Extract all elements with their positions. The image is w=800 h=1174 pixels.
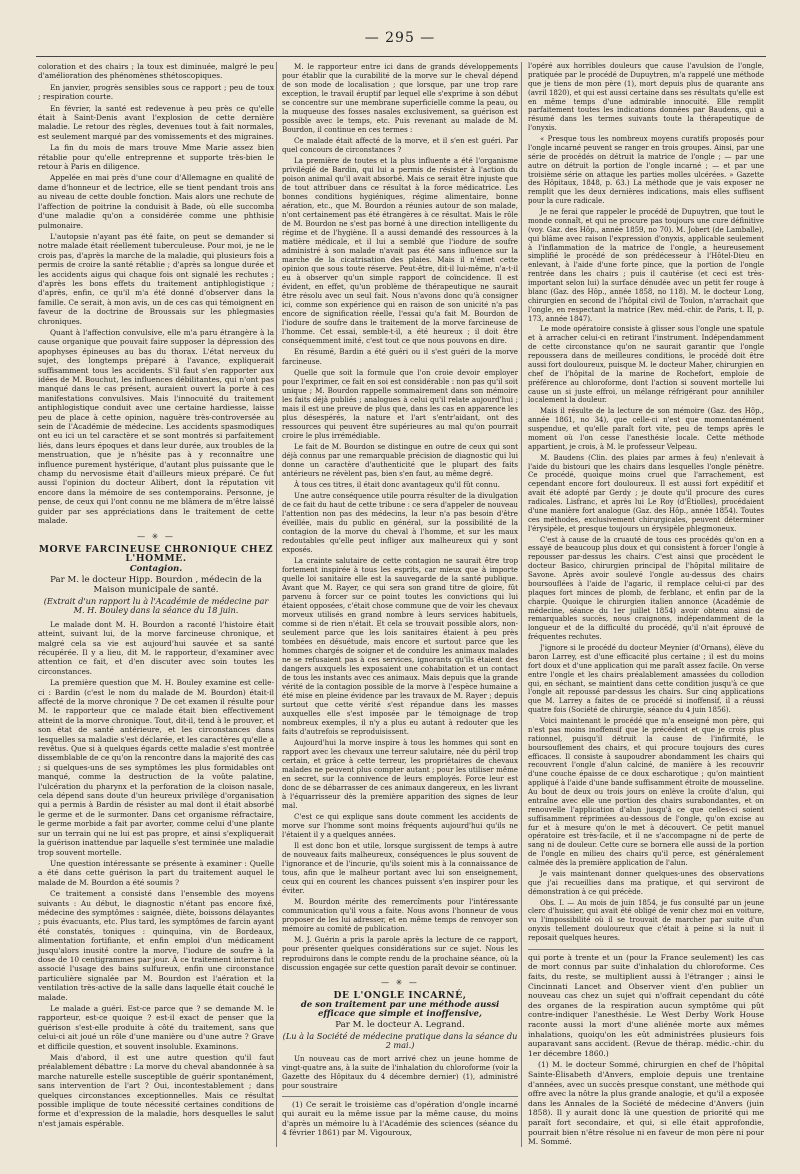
paragraph: Le mode opératoire consiste à glisser sous l'ongle une spatule et à arracher celui-ci en retirant l'instrument. Indépendamment de cette circonstance qu'on ne saurait garantir que l'ongle repoussera dans de meilleures conditions, le procédé doit être aussi fort douloureux, puisque M. le docteur Maher, chirurgien en chef de l'hôpital de la marine de Rochefort, emploie de préférence au chloroforme, dont l'action si souvent mortelle lui cause un si juste effroi, un mélange réfrigérant pour annihiler localement la douleur. (528, 325, 764, 405)
paragraph: « Presque tous les nombreux moyens curatifs proposés pour l'ongle incarné peuvent se ranger en trois groupes. Ainsi, par une série de procédés on détruit la matrice de l'ongle ; — par une autre on détruit la portion de l'ongle incarné ; — et par une troisième série on attaque les parties molles ulcérées. » Gazette des Hôpitaux, 1848, p. 63.) La méthode que je vais exposer ne remplit que les deux dernières indications, mais elles suffisent pour la cure radicale. (528, 135, 764, 206)
paragraph: Une question intéressante se présente à examiner : Quelle a été dans cette guérison la part du traitement auquel le malade de M. Bourdon a été soumis ? (38, 858, 274, 887)
paragraph: Voici maintenant le procédé que m'a enseigné mon père, qui n'est pas moins inoffensif que le précédent et que je crois plus rationnel, puisqu'il détruit la cause de l'infirmité, le boursouflement des chairs, et qui procure toujours des cures efficaces. Il consiste à saupoudrer abondamment les chairs qui recouvrent l'ongle d'alun calciné, de manière à les recouvrir d'une couche épaisse de ce doux escharotique ; qu'on maintient appliqué à l'aide d'une bande suffisamment étroite de mousseline. Au bout de deux ou trois jours on enlève la croûte d'alun, qui entraîne avec elle une portion des chairs surabondantes, et on renouvelle l'application d'alun jusqu'à ce que celles-ci soient suffisamment réprimées au-dessous de l'ongle, qu'on excise au fur et à mesure qu'on le met à découvert. Ce petit manuel opératoire est très-facile, et il ne s'accompagne ni de perte de sang ni de douleur. Cette cure se bornera elle aussi de la portion de l'ongle en milieu des chairs qu'il perce, est généralement calmée dès la première application de l'alun. (528, 717, 764, 867)
paragraph: La fin du mois de mars trouve Mme Marie assez bien rétablie pour qu'elle entreprenne et supporte très-bien le retour à Paris en diligence. (38, 143, 274, 172)
section-divider: — ✳ — (137, 531, 175, 541)
article-author: Par M. le docteur A. Legrand. (335, 1019, 465, 1030)
paragraph: Je ne ferai que rappeler le procédé de Dupuytren, que tout le monde connaît, et qui ne procure pas toujours une cure définitive (voy. Gaz. des Hôp., année 1859, no 70). M. Jobert (de Lamballe), qui blâme avec raison l'expression d'onyxis, applicable seulement à l'inflammation de la matrice de l'ongle, a heureusement simplifié le procédé de son prédécesseur à l'Hôtel-Dieu en enlevant, à l'aide d'une forte pince, que la portion de l'ongle rentrée dans les chairs ; puis il cautérise (et ceci est très-important selon lui) la surface dénudée avec un petit fer rouge à blanc (Gaz. des Hôp., année 1858, no 118). M. le docteur Long, chirurgien en second de l'hôpital civil de Toulon, n'arrachait que l'ongle, en respectant la matrice (Rev. méd.-chir. de Paris, t. II, p. 173, année 1847). (528, 208, 764, 323)
footnote-text: (1) M. le docteur Sommé, chirurgien en chef de l'hôpital Sainte-Élisabeth d'Anvers, emploie depuis une trentaine d'années, avec un succès presque constant, une méthode qui offre avec la nôtre la plus grande analogie, et qu'il a exposée dans les Annales de la Société de médecine d'Anvers (juin 1858). Il y aurait donc là une question de priorité qui me paraît fort secondaire, et qui, si elle était approfondie, pourrait bien n'être résolue ni en faveur de mon père ni pour M. Sommé. (528, 1060, 764, 1147)
footnote-text: (1) Ce serait le troisième cas d'opération d'ongle incarné qui aurait eu la même issue par la même cause, du moins d'après un mémoire lu à l'Académie des sciences (séance du 4 février 1861) par M. Vigouroux, (282, 1099, 518, 1138)
paragraph: En février, la santé est redevenue à peu près ce qu'elle était à Saint-Denis avant l'explosion de cette dernière maladie. Le retour des règles, devenues tout à fait normales, est seulement marqué par des vomissements et des migraines. (38, 103, 274, 141)
paragraph: C'est à cause de la cruauté de tous ces procédés qu'on en a essayé de beaucoup plus doux et qui consistent à forcer l'ongle à repousser par-dessus les chairs. C'est ainsi que procèdent le docteur Basico, chirurgien principal de l'hôpital militaire de Savone. Après avoir soulevé l'ongle au-dessus des chairs boursouflées à l'aide de l'agaric, il remplace celui-ci par des plaques fort minces de plomb, de ferblanc, et enfin par de la charpie. Quoique le chirurgien italien annonce (Académie de médecine, séance du 1er juillet 1854) avoir obtenu ainsi de remarquables succès, nous craignons, indépendamment de la longueur et de la difficulté du procédé, qu'il n'ait éprouvé de fréquentes rechutes. (528, 535, 764, 642)
paragraph: La première question que M. H. Bouley examine est celle-ci : Bardin (c'est le nom du malade de M. Bourdon) était-il affecté de la morve chronique ? De cet examen il résulte pour M. le rapporteur que ce malade était bien effectivement atteint de la morve chronique. Tout, dit-il, tend à le prouver, et son état de santé antérieure, et les circonstances dans lesquelles sa maladie s'est déclarée, et les caractères qu'elle a revêtus. Que si à quelques égards cette maladie s'est montrée dissemblable de ce qu'on la rencontre dans la majorité des cas ; si quelques-uns de ses symptômes les plus formidables ont manqué, comme la destruction de la voûte palatine, l'ulcération du pharynx et la perforation de la cloison nasale, cela dépend sans doute d'un heureux privilège d'organisation qui a permis à Bardin de résister au mal dont il était absorbé le germe et de le surmonter. Dans cet organisme réfractaire, le germe morbide a fait par avorter, comme celui d'une plante sur un terrain qui ne lui est pas propre, et ainsi s'expliquerait la guérison inattendue par laquelle s'est terminée une maladie trop souvent mortelle. (38, 678, 274, 857)
paragraph: M. Bourdon mérite des remercîments pour l'intéressante communication qu'il vous a faite. Nous avons l'honneur de vous proposer de les lui adresser, et en même temps de renvoyer son mémoire au comité de publication. (282, 897, 518, 934)
column-3 (528, 62, 764, 1149)
article-subheading: Contagion. (129, 563, 183, 574)
paragraph: L'autopsie n'ayant pas été faite, on peut se demander si notre malade était réellement tuberculeuse. Pour moi, je ne le crois pas, d'après la marche de la maladie, qui plusieurs fois a permis de croire la santé rétablie ; d'après sa longue durée et les accidents aigus qui chaque fois ont signalé les rechutes ; d'après les bons effets du traitement antiphlogistique ; d'après, enfin, ce qu'il m'a été donné d'observer dans la famille. Ce serait, à mon avis, un de ces cas qui témoignent en faveur de la doctrine de Broussais sur les phlegmasies chroniques. (38, 231, 274, 326)
column-1 (38, 62, 274, 1130)
paragraph: Un nouveau cas de mort arrivé chez un jeune homme de vingt-quatre ans, à la suite de l'inhalation du chloroforme (voir la Gazette des Hôpitaux du 4 décembre dernier) (1), administré pour soustraire (282, 1053, 518, 1090)
paragraph: Aujourd'hui la morve inspire à tous les hommes qui sont en rapport avec les chevaux une terreur salutaire, née du péril trop certain, et grâce à cette terreur, les propriétaires de chevaux malades ne peuvent plus compter autant ; pour les utiliser même en secret, sur la connivence de leurs employés. Force leur est donc de se débarrasser de ces animaux dangereux, en les livrant à l'équarrisseur dès la première apparition des signes de leur mal. (282, 738, 518, 811)
paragraph: La crainte salutaire de cette contagion ne saurait être trop fortement inspirée à tous les esprits, car mieux que à importe quelle loi sanitaire elle est la sauvegarde de la santé publique. Avant que M. Rayer, ce qui sera son grand titre de gloire, fût parvenu à forcer sur ce point toutes les convictions qui lui étaient opposées, c'était chose commune que de voir les chevaux morveux utilisés en grand nombre à leurs services habituels, comme si de rien n'était. Et cela se trouvait possible alors, non-seulement parce que les lois sanitaires étaient à peu près tombées en désuétude, mais encore et surtout parce que les hommes chargés de soigner et de conduire les animaux malades ne se refusaient pas à ces services, ignorants qu'ils étaient des dangers auxquels les exposaient une cohabitation et un contact de tous les instants avec ces animaux. Mais depuis que la grande vérité de la contagion possible de la morve à l'espèce humaine a été mise en pleine évidence par les travaux de M. Rayer ; depuis surtout que cette vérité s'est répandue dans les masses auxquelles elle s'est imposée par le témoignage de trop nombreux exemples, il n'y a plus eu autant à redouter que les faits d'autrefois se reproduisissent. (282, 555, 518, 737)
footnote (282, 1096, 518, 1138)
paragraph: La première de toutes et la plus influente a été l'organisme privilégié de Bardin, qui lui a permis de résister à l'action du poison animal qu'il avait absorbé. Mais ce serait être injuste que de tout attribuer dans ce résultat à la force médicatrice. Les bonnes conditions hygiéniques, régime alimentaire, bonne aération, etc., que M. Bourdon a réunies autour de son malade, n'ont certainement pas été étrangères à ce résultat. Mais le rôle de M. Bourdon ne s'est pas borné à une direction intelligente du régime et de l'hygiène. Il a aussi demandé des ressources à la matière médicale, et il lui a semblé que l'iodure de soufre administré à son malade n'avait pas été sans influence sur la marche de la cicatrisation des plaies. Mais il n'émet cette opinion que sous toute réserve. Peut-être, dit-il lui-même, n'a-t-il eu à observer qu'un simple rapport de coïncidence. Il est évident, en effet, qu'un problème de thérapeutique ne saurait être résolu avec un seul fait. Nous n'avons donc qu'à consigner ici, comme son expérience qui en raison de son unicité n'a pas encore de signification réelle, l'essai qu'a fait M. Bourdon de l'iodure de soufre dans le traitement de la morve farcineuse de l'homme. Cet essai, semble-t-il, a été heureux ; il doit être conséquemment imité, c'est tout ce que nous pouvons en dire. (282, 156, 518, 346)
paragraph: Mais d'abord, il est une autre question qu'il faut préalablement débattre : La morve du cheval abandonnée à sa marche naturelle estelle susceptible de guérir spontanément, sans intervention de l'art ? Oui, incontestablement ; dans quelques circonstances exceptionnelles. Mais ce résultat possible implique de toute nécessité certaines conditions de forme et d'expression de la maladie, hors desquelles le salut n'est jamais espérable. (38, 1053, 274, 1128)
article-heading: MORVE FARCINEUSE CHRONIQUE CHEZ L'HOMME. (38, 543, 274, 565)
paragraph: Le malade a guéri. Est-ce parce que ? se demande M. le rapporteur, est-ce quoique ? est-il exact de penser que la guérison s'est-elle produite à côté du traitement, sans que celui-ci ait joué un rôle d'une manière ou d'une autre ? Grave et difficile question, et souvent insoluble. Examinons. (38, 1004, 274, 1051)
column-2 (282, 62, 518, 1140)
footnote-text: qui porte à trente et un (pour la France seulement) les cas de mort connus par suite d'inhalation du chloroforme. Ces faits, du reste, se multiplient aussi à l'étranger ; ainsi le Cincinnati Lancet and Observer vient d'en publier un nouveau cas chez un sujet qui n'offrait cependant du côté des organes de la respiration aucun symptôme qui pût contre-indiquer l'anesthésie. Le West Derby Work House raconte aussi la mort d'une aliénée morte aux mêmes inhalations, quoiqu'on les eût administrées plusieurs fois auparavant sans accident. (Revue de thérap. médic.-chir. du 1er décembre 1860.) (528, 952, 764, 1058)
paragraph: Appelée en mai près d'une cour d'Allemagne en qualité de dame d'honneur et de lectrice, elle se tient pendant trois ans au niveau de cette double fonction. Mais alors une rechute de l'affection de poitrine la conduisit à Bade, où elle succomba d'une maladie qu'on a considérée comme une phthisie pulmonaire. (38, 173, 274, 230)
paragraph: M. J. Guérin a pris la parole après la lecture de ce rapport, pour présenter quelques considérations sur ce sujet. Nous les reproduirons dans le compte rendu de la prochaine séance, où la discussion engagée sur cette question paraît devoir se continuer. (282, 935, 518, 972)
header-rule (36, 56, 766, 57)
paragraph: Le fait de M. Bourdon se distingue en outre de ceux qui sont déjà connus par une remarquable précision de diagnostic qui lui donne un caractère d'authenticité que le plupart des faits antérieurs ne révèlent pas, bien s'en faut, au même degré. (282, 441, 518, 478)
paragraph: À tous ces titres, il était donc avantageux qu'il fût connu. (294, 479, 500, 489)
article-heading: DE L'ONGLE INCARNÉ, (333, 989, 467, 1001)
paragraph: Ce malade était affecté de la morve, et il s'en est guéri. Par quel concours de circonstances ? (282, 136, 518, 155)
column-divider-2 (521, 62, 522, 1147)
paragraph: Il est donc bon et utile, lorsque surgissent de temps à autre de nouveaux faits malheureux, conséquences le plus souvent de l'ignorance et de l'incurie, qu'ils soient mis à la connaissance de tous, afin que le malheur portant avec lui son enseignement, ceux qui en courent les chances puissent s'en inspirer pour les éviter. (282, 841, 518, 896)
paragraph: C'est ce qui explique sans doute comment les accidents de morve sur l'homme sont moins fréquents aujourd'hui qu'ils ne l'étaient il y a quelques années. (282, 812, 518, 840)
paragraph: Ce traitement a consisté dans l'ensemble des moyens suivants : Au début, le diagnostic n'étant pas encore fixé, médecine des symptômes : saignée, diète, boissons délayantes ; puis évacuants, etc. Plus tard, les symptômes de farcin ayant été constatés, toniques : quinquina, vin de Bordeaux, alimentation fortifiante, et enfin emploi d'un médicament jusqu'alors inusité contre la morve, l'iodure de soufre à la dose de 10 centigrammes par jour. À ce traitement interne fut associé l'usage des bains sulfureux, enfin une circonstance particulière signalée par M. Bourdon est l'aération et la ventilation très-active de la salle dans laquelle était couché le malade. (38, 889, 274, 1002)
paragraph: J'ignore si le procédé du docteur Meynier (d'Ornans), élève du baron Larrey, est d'une efficacité plus certaine ; il est du moins fort doux et d'une application qui me paraît assez facile. On verse entre l'ongle et les chairs préalablement amassées du collodion qui, en séchant, se maintient dans cette condition jusqu'à ce que l'ongle ait repoussé par-dessus les chairs. Sur cinq applications que M. Larrey a faites de ce procédé si inoffensif, il a réussi quatre fois (Société de chirurgie, séance du 4 juin 1856). (528, 644, 764, 715)
article-note: (Lu à la Société de médecine pratique dans la séance du 2 mai.) (282, 1030, 518, 1050)
paragraph: Quant à l'affection convulsive, elle m'a paru étrangère à la cause organique que pouvait faire supposer la dépression des apophyses épineuses au bas du thorax. L'état nerveux du sujet, des longtemps préparé à l'avance, expliquerait suffisamment tous les accidents. S'il faut s'en rapporter aux idées de M. Bouchut, les influences débilitantes, qui n'ont pas manqué dans le cas présent, auraient ouvert la porte à ces manifestations convulsives. Mais l'innocuité du traitement antiphlogistique conduit avec une certaine hardiesse, laisse peu de place à cette opinion, naguère très-controversée au sein de l'Académie de médecine. Les accidents spasmodiques ont eu ici un tel caractère et se sont montrés si parfaitement liés, dans leurs époques et dans leur durée, aux troubles de la menstruation, que je n'hésite pas à y reconnaître une influence purement hystérique, d'autant plus puissante que le champ du nervosisme était d'ailleurs mieux préparé. Ce fut aussi l'opinion du docteur Alibert, dont la réputation vit encore dans la mémoire de ses contemporains. Personne, je pense, de ceux qui l'ont connu ne me blâmera de m'être laissé guider par ses appréciations dans le traitement de cette malade. (38, 327, 274, 526)
article-author: Par M. le docteur Hipp. Bourdon , médecin de la Maison municipale de santé. (50, 575, 262, 595)
paragraph: coloration et des chairs ; la toux est diminuée, malgré le peu d'amélioration des phénomènes sthétoscopiques. (38, 62, 274, 81)
page-number: — 295 — (364, 30, 436, 46)
paragraph: M. Baudens (Clin. des plaies par armes à feu) n'enlevait à l'aide du bistouri que les chairs dans lesquelles l'ongle pénètre. Ce procédé, quoique moins cruel que l'arrachement, est cependant encore fort douloureux. Il est aussi fort expéditif et avait été adopté par Gerdy ; je doute qu'il procure des cures radicales. Lisfranc, et après lui Le Roy (d'Étiolles), procédaient d'une manière fort analogue (Gaz. des Hôp., année 1854). Toutes ces méthodes, exclusivement chirurgicales, peuvent déterminer l'érysipèle, et presque toujours un érysipèle phlegmoneux. (528, 453, 764, 533)
paragraph: l'opéré aux horribles douleurs que cause l'avulsion de l'ongle, pratiquée par le procédé de Dupuytren, m'a rappelé une méthode que je tiens de mon père (1), mort depuis plus de quarante ans (avril 1820), et qui est aussi certaine dans ses résultats qu'elle est en même temps d'une admirable innocuité. Elle remplit parfaitement toutes les indications données par Baudens, qui a résumé dans les termes suivants toute la thérapeutique de l'onyxis. (528, 62, 764, 133)
paragraph: En janvier, progrès sensibles sous ce rapport ; peu de toux ; respiration courte. (38, 82, 274, 102)
paragraph: Quelle que soit la formule que l'on croie devoir employer pour l'exprimer, ce fait en soi est considérable : non pas qu'il soit unique ; M. Bourdon rappelle sommairement dans son mémoire les faits déjà publiés ; analogues à celui qu'il relate aujourd'hui ; mais il est une preuve de plus que, dans les cas en apparence les plus désespérés, la nature et l'art s'entr'aidant, ont des ressources qui peuvent être supérieures au mal qu'on pourrait croire le plus irrémédiable. (282, 367, 518, 440)
column-divider-1 (276, 62, 277, 1147)
paragraph: M. le rapporteur entre ici dans de grands développements pour établir que la curabilité de la morve sur le cheval dépend de son mode de localisation ; que lorsque, par une trop rare exception, le travail éruptif par lequel elle s'exprime à son début se concentre sur une membrane superficielle comme la peau, ou la muqueuse des fosses nasales exclusivement, sa guérison est possible avec le temps, etc. Puis revenant au malade de M. Bourdon, il continue en ces termes : (282, 62, 518, 135)
article-subheading: de son traitement par une méthode aussi efficace que simple et inoffensive, (300, 999, 500, 1019)
paragraph: Une autre conséquence utile pourra résulter de la divulgation de ce fait du haut de cette tribune : ce sera d'appeler de nouveau l'attention non pas des médecins, la leur n'a pas besoin d'être éveillée, mais du public en général, sur la possibilité de la contagion de la morve du cheval à l'homme, et sur les maux redoutables qu'elle peut infliger aux malheureux qui y sont exposés. (282, 490, 518, 554)
paragraph: Mais il résulte de la lecture de son mémoire (Gaz. des Hôp., année 1861, no 34), que celle-ci n'est que momentanément suspendue, et qu'elle paraît fort vite, peu de temps après le moment où l'on cesse l'anesthésie locale. Cette méthode appartient, je crois, à M. le professeur Velpeau. (528, 407, 764, 451)
paragraph: En résumé, Bardin a été guéri ou il s'est guéri de la morve farcineuse. (282, 347, 518, 366)
paragraph: Obs. I. — Au mois de juin 1854, je fus consulté par un jeune clerc d'huissier, qui avait été obligé de venir chez moi en voiture, vu l'impossibilité où il se trouvait de marcher par suite d'un onyxis tellement douloureux que c'était à peine si la nuit il reposait quelques heures. (528, 898, 764, 942)
article-note: (Extrait d'un rapport lu à l'Académie de médecine par M. H. Bouley dans la séance du 18 juin. (43, 595, 269, 616)
footnotes (528, 949, 764, 1147)
paragraph: Je vais maintenant donner quelques-unes des observations que j'ai recueillies dans ma pratique, et qui serviront de démonstration à ce qui précède. (528, 869, 764, 896)
paragraph: Le malade dont M. H. Bourdon a raconté l'histoire était atteint, suivant lui, de la morve farcineuse chronique, et malgré cela sa vie est aujourd'hui sauvée et sa santé récupérée. Il y a lieu, dit M. le rapporteur, d'examiner avec attention ce fait, et d'en discuter avec soin toutes les circonstances. (38, 619, 274, 676)
section-divider: — ✳ — (381, 977, 419, 987)
